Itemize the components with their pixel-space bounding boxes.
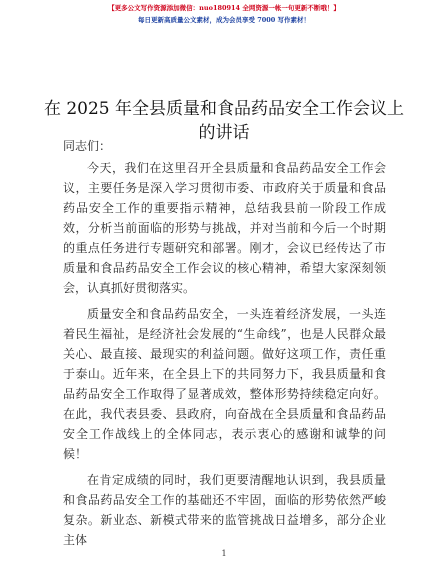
- promo-banner-line-1: 【更多公文写作资源添加微信：nuo180914 全网资源一帐一句更新不断哦！】: [108, 4, 340, 12]
- paragraph: 在肯定成绩的同时，我们更要清醒地认识到，我县质量和食品药品安全工作的基础还不牢固，面临的形势依然严峻复杂。新业态、新模式带来的监管挑战日益增多，部分企业主体: [63, 473, 386, 547]
- paragraph: 今天，我们在这里召开全县质量和食品药品安全工作会议，主要任务是深入学习贯彻市委、市政府关于质量和食品药品安全工作的重要指示精神，总结我县前一阶段工作成效，分析当前面临的形势与挑战，并对当前和今后一个时期的重点任务进行专题研究和部署。刚才，会议已经传达了市质量和食品药品安全工作会议的核心精神，希望大家深刻领会，认真抓好贯彻落实。: [63, 161, 386, 295]
- promo-banner-line-2: 每日更新高质量公文素材，成为会员享受 7000 写作素材！: [137, 15, 311, 24]
- salutation: 同志们：: [63, 139, 112, 153]
- promo-banner: [0, 5, 448, 23]
- document-title: 在 2025 年全县质量和食品药品安全工作会议上的讲话: [43, 99, 405, 144]
- page-number: 1: [221, 549, 227, 558]
- paragraph: 质量安全和食品药品安全，一头连着经济发展，一头连着民生福祉，是经济社会发展的“生命线”，也是人民群众最关心、最直接、最现实的利益问题。做好这项工作，责任重于泰山。近年来，在全县上下的共同努力下，我县质量和食品药品安全工作取得了显著成效，整体形势持续稳定向好。在此，我代表县委、县政府，向奋战在全县质量和食品药品安全工作战线上的全体同志，表示衷心的感谢和诚挚的问候！: [63, 307, 386, 461]
- document-body: [63, 136, 386, 556]
